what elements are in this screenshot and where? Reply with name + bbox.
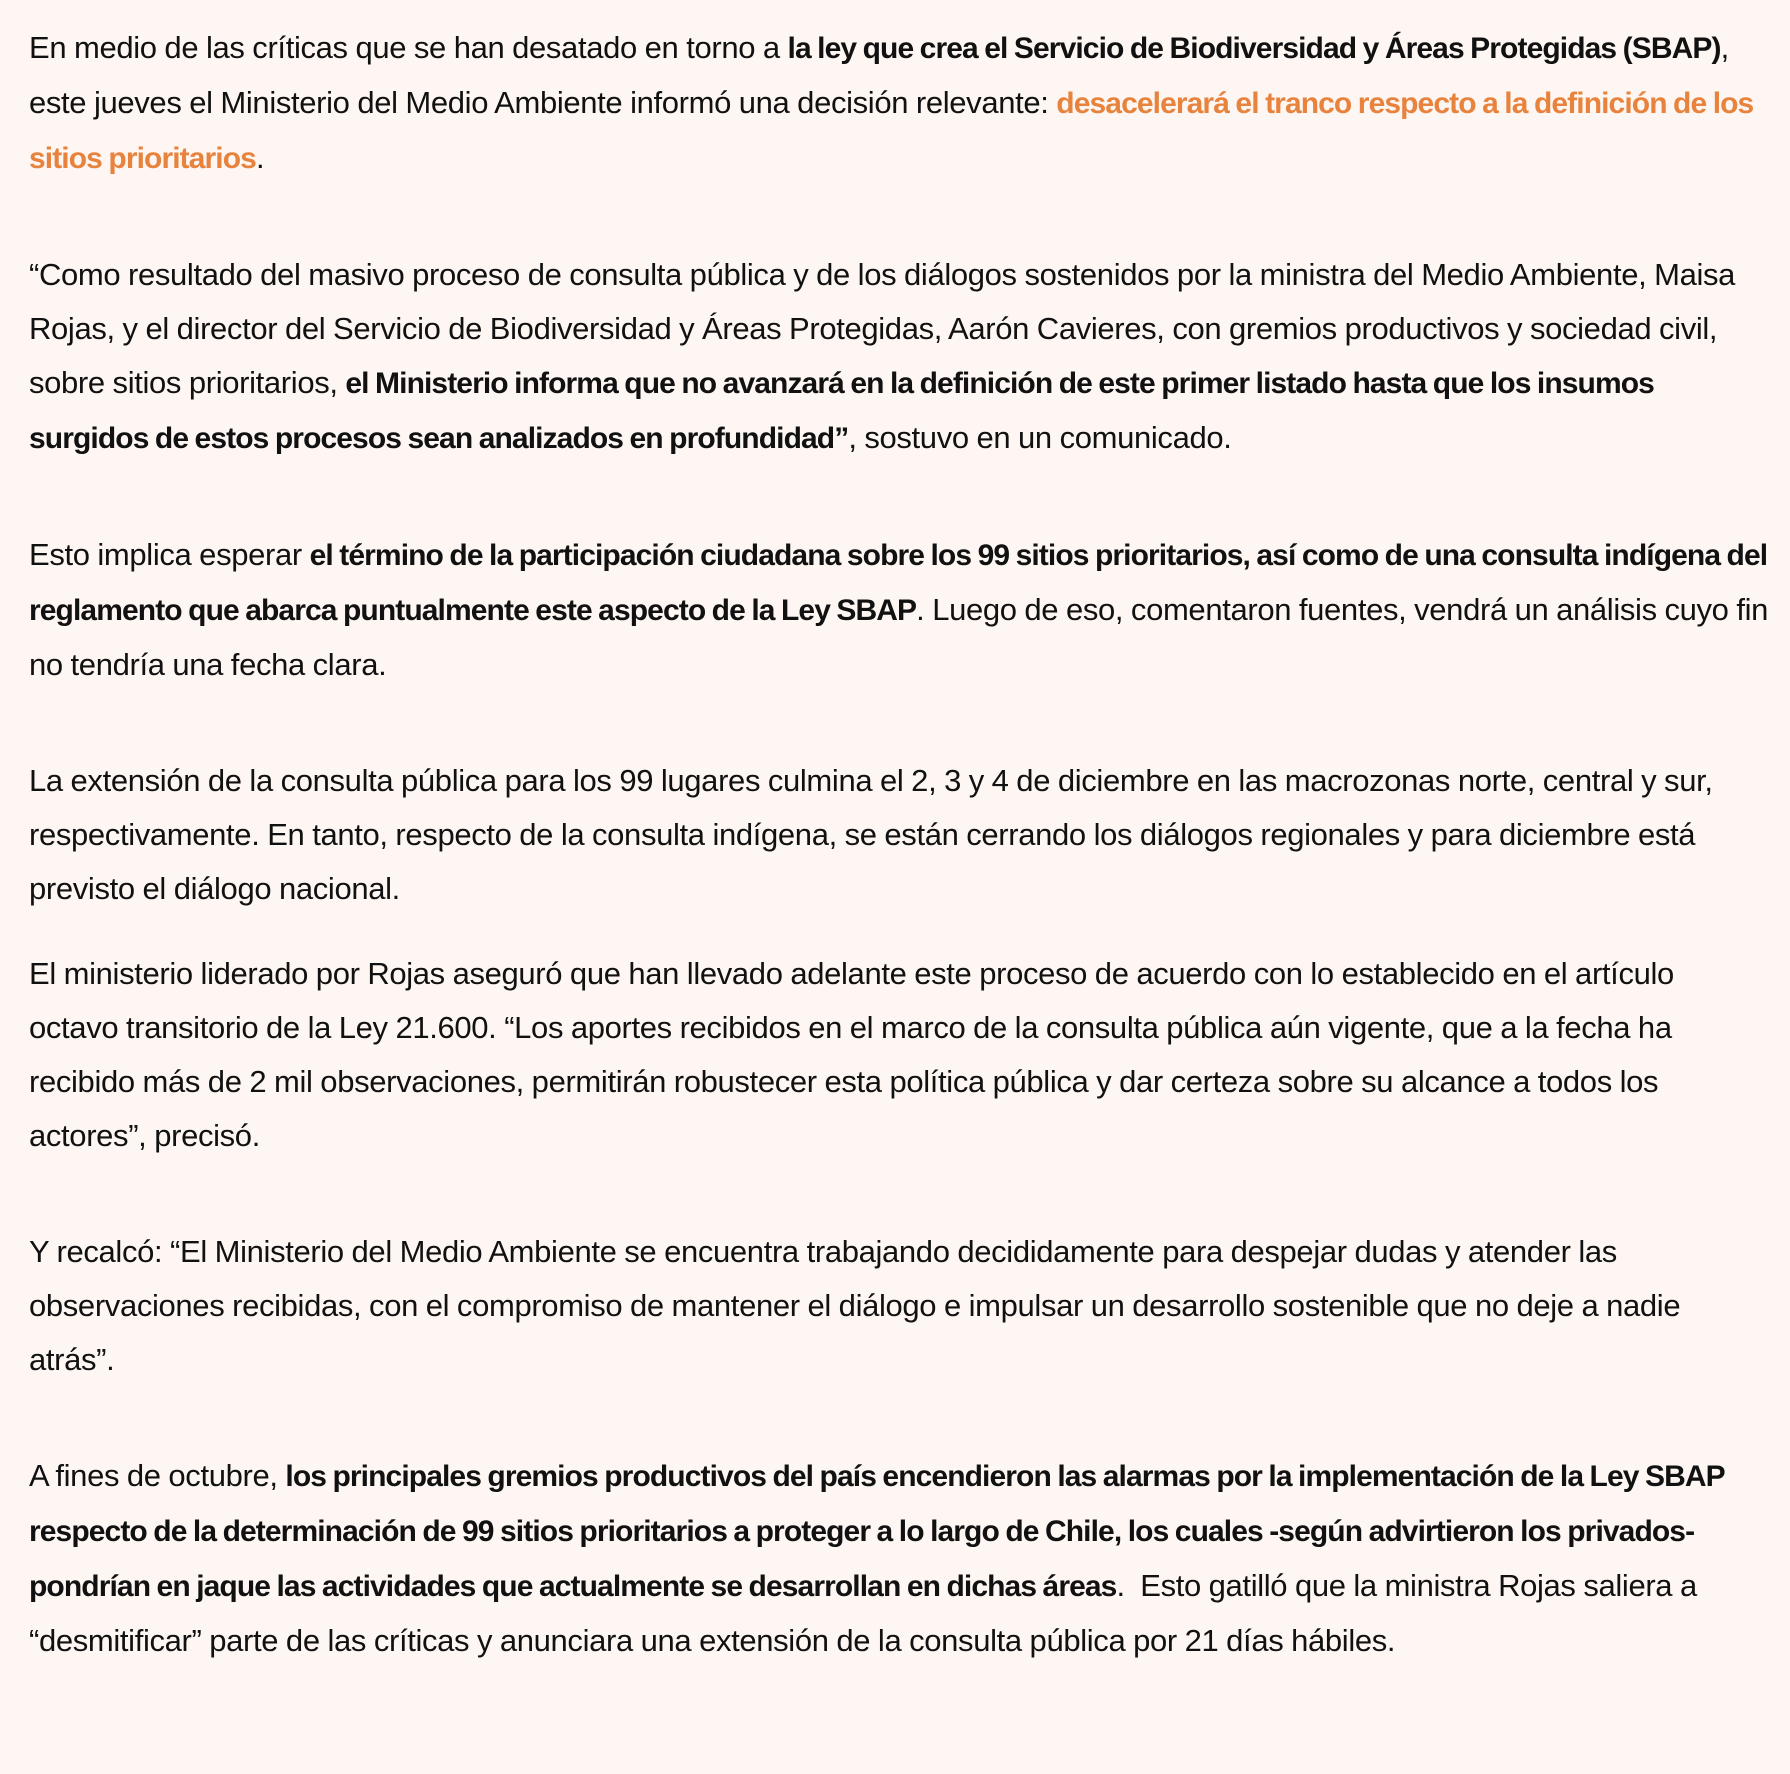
bold-segment-law-name: la ley que crea el Servicio de Biodiversidad y Áreas Protegidas (SBAP): [787, 32, 1721, 65]
paragraph-sbap-intro: [29, 21, 1769, 186]
article-body: [29, 21, 1769, 1668]
paragraph-october-background: [29, 1449, 1769, 1668]
text-segment: , este jueves el Ministerio del Medio Ambiente informó una decisión relevante:: [29, 30, 1729, 120]
text-segment: A fines de octubre,: [29, 1458, 286, 1493]
paragraph-consultation-extension: [29, 754, 1769, 916]
bold-segment-ministry-quote: el Ministerio informa que no avanzará en la definición de este primer listado hasta que los insumos surgidos de estos procesos sean analizados en profundidad”: [29, 367, 1654, 455]
text-segment: Esto implica esperar: [29, 537, 310, 572]
text-segment: , sostuvo en un comunicado.: [848, 420, 1232, 455]
text-segment: . Luego de eso, comentaron fuentes, vendrá un análisis cuyo fin no tendría una fecha clara.: [29, 592, 1769, 682]
paragraph-implications: [29, 528, 1769, 692]
highlight-link-decision[interactable]: desacelerará el tranco respecto a la definición de los sitios prioritarios: [29, 87, 1754, 175]
text-segment: Y recalcó: “El Ministerio del Medio Ambiente se encuentra trabajando decididamente para despejar dudas y atender las observaciones recibidas, con el compromiso de mantener el diálogo e impulsar un desarrollo sostenible que no deje a nadie atrás”.: [29, 1234, 1681, 1377]
text-segment: “Como resultado del masivo proceso de consulta pública y de los diálogos sostenidos por la ministra del Medio Ambiente, Maisa Rojas, y el director del Servicio de Biodiversidad y Áreas Protegidas, Aarón Cavieres, con gremios productivos y sociedad civil, sobre sitios prioritarios,: [29, 257, 1736, 400]
text-segment: .: [255, 140, 265, 175]
text-segment: . Esto gatilló que la ministra Rojas saliera a “desmitificar” parte de las críticas y anunciara una extensión de la consulta pública por 21 días hábiles.: [29, 1568, 1705, 1658]
paragraph-ministry-emphasis: [29, 1225, 1769, 1387]
bold-segment-participation: el término de la participación ciudadana sobre los 99 sitios prioritarios, así como de una consulta indígena del reglamento que abarca puntualmente este aspecto de la Ley SBAP: [29, 539, 1768, 627]
text-segment: La extensión de la consulta pública para los 99 lugares culmina el 2, 3 y 4 de diciembre en las macrozonas norte, central y sur, respectivamente. En tanto, respecto de la consulta indígena, se están cerrando los diálogos regionales y para diciembre está previsto el diálogo nacional.: [29, 763, 1713, 906]
paragraph-ministry-process: [29, 947, 1769, 1163]
text-segment: El ministerio liderado por Rojas aseguró que han llevado adelante este proceso de acuerdo con lo establecido en el artículo octavo transitorio de la Ley 21.600. “Los aportes recibidos en el marco de la consulta pública aún vigente, que a la fecha ha recibido más de 2 mil observaciones, permitirán robustecer esta política pública y dar certeza sobre su alcance a todos los actores”, precisó.: [29, 956, 1674, 1153]
bold-segment-guilds-alarm: los principales gremios productivos del país encendieron las alarmas por la implementación de la Ley SBAP respecto de la determinación de 99 sitios prioritarios a proteger a lo largo de Chile, los cuales -según advirtieron los privados- pondrían en jaque las actividades que actualmente se desarrollan en dichas áreas: [29, 1460, 1725, 1603]
paragraph-ministry-statement: [29, 248, 1769, 466]
text-segment: En medio de las críticas que se han desatado en torno a: [29, 30, 788, 65]
